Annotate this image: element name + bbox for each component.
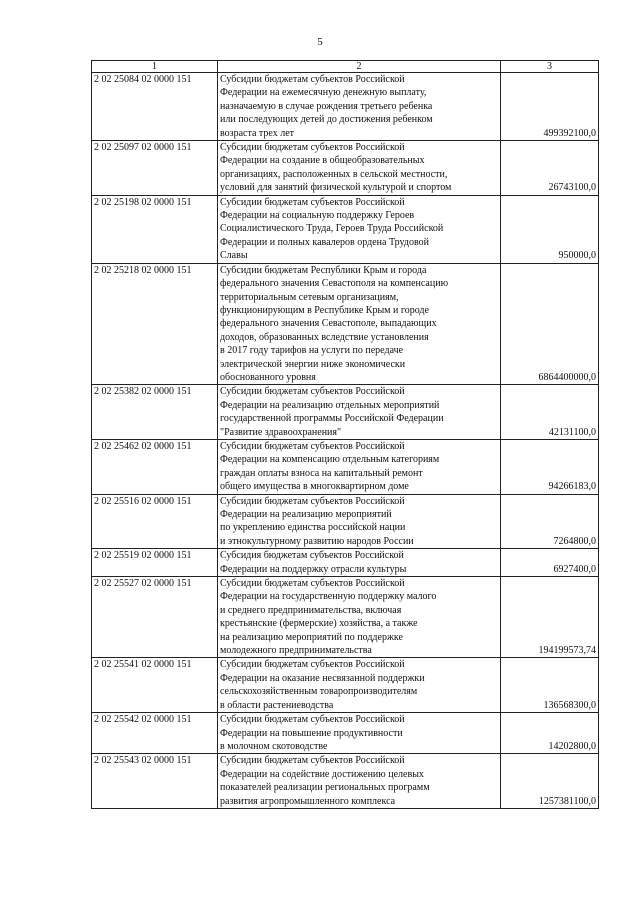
budget-code-cell: 2 02 25084 02 0000 151	[92, 73, 218, 141]
description-cell: Субсидия бюджетам субъектов Российской Федерации на поддержку отрасли культуры	[218, 549, 501, 577]
amount-cell: 26743100,0	[501, 141, 599, 196]
table-row	[92, 263, 599, 385]
description-cell: Субсидии бюджетам субъектов Российской Федерации на повышение продуктивности в молочном скотоводстве	[218, 713, 501, 754]
description-cell: Субсидии бюджетам субъектов Российской Федерации на реализацию мероприятий по укреплению единства российской нации и этнокультурному развитию народов России	[218, 494, 501, 549]
budget-code-cell: 2 02 25218 02 0000 151	[92, 263, 218, 385]
amount-cell: 194199573,74	[501, 577, 599, 658]
table-row	[92, 494, 599, 549]
table-row	[92, 658, 599, 713]
budget-code-cell: 2 02 25527 02 0000 151	[92, 577, 218, 658]
table-row	[92, 549, 599, 577]
amount-cell: 6927400,0	[501, 549, 599, 577]
description-cell: Субсидии бюджетам субъектов Российской Федерации на ежемесячную денежную выплату, назначаемую в случае рождения третьего ребенка или последующих детей до достижения ребенком возраста трех лет	[218, 73, 501, 141]
amount-cell: 1257381100,0	[501, 754, 599, 809]
amount-cell: 6864400000,0	[501, 263, 599, 385]
description-cell: Субсидии бюджетам Республики Крым и города федерального значения Севастополя на компенсацию территориальным сетевым организациям, функционирующим в Республике Крым и городе федерального значения Севастополе, выпадающих доходов, образованных вследствие установления в 2017 году тарифов на услуги по передаче электрической энергии ниже экономически обоснованного уровня	[218, 263, 501, 385]
budget-code-cell: 2 02 25382 02 0000 151	[92, 385, 218, 440]
budget-code-cell: 2 02 25519 02 0000 151	[92, 549, 218, 577]
page-number: 5	[317, 36, 323, 48]
budget-code-cell: 2 02 25198 02 0000 151	[92, 195, 218, 263]
amount-cell: 950000,0	[501, 195, 599, 263]
description-cell: Субсидии бюджетам субъектов Российской Федерации на компенсацию отдельным категориям граждан оплаты взноса на капитальный ремонт общего имущества в многоквартирном доме	[218, 439, 501, 494]
table-body	[92, 61, 599, 809]
budget-code-cell: 2 02 25543 02 0000 151	[92, 754, 218, 809]
description-cell: Субсидии бюджетам субъектов Российской Федерации на оказание несвязанной поддержки сельскохозяйственным товаропроизводителям в области растениеводства	[218, 658, 501, 713]
budget-code-cell: 2 02 25462 02 0000 151	[92, 439, 218, 494]
amount-cell: 14202800,0	[501, 713, 599, 754]
description-cell: Субсидии бюджетам субъектов Российской Федерации на государственную поддержку малого и среднего предпринимательства, включая крестьянские (фермерские) хозяйства, а также на реализацию мероприятий по поддержке молодежного предпринимательства	[218, 577, 501, 658]
amount-cell: 499392100,0	[501, 73, 599, 141]
budget-code-cell: 2 02 25097 02 0000 151	[92, 141, 218, 196]
amount-cell: 42131100,0	[501, 385, 599, 440]
column-header: 1	[92, 61, 218, 73]
amount-cell: 94266183,0	[501, 439, 599, 494]
budget-table	[91, 60, 599, 809]
table-row	[92, 73, 599, 141]
amount-cell: 136568300,0	[501, 658, 599, 713]
description-cell: Субсидии бюджетам субъектов Российской Федерации на содействие достижению целевых показателей реализации региональных программ развития агропромышленного комплекса	[218, 754, 501, 809]
description-cell: Субсидии бюджетам субъектов Российской Федерации на создание в общеобразовательных организациях, расположенных в сельской местности, условий для занятий физической культурой и спортом	[218, 141, 501, 196]
budget-code-cell: 2 02 25516 02 0000 151	[92, 494, 218, 549]
amount-cell: 7264800,0	[501, 494, 599, 549]
description-cell: Субсидии бюджетам субъектов Российской Федерации на реализацию отдельных мероприятий государственной программы Российской Федерации "Развитие здравоохранения"	[218, 385, 501, 440]
column-header: 2	[218, 61, 501, 73]
table-row	[92, 577, 599, 658]
budget-code-cell: 2 02 25541 02 0000 151	[92, 658, 218, 713]
column-header: 3	[501, 61, 599, 73]
table-row	[92, 713, 599, 754]
description-cell: Субсидии бюджетам субъектов Российской Федерации на социальную поддержку Героев Социалистического Труда, Героев Труда Российской Федерации и полных кавалеров ордена Трудовой Славы	[218, 195, 501, 263]
table-row	[92, 141, 599, 196]
table-row	[92, 385, 599, 440]
table-row	[92, 439, 599, 494]
table-row	[92, 195, 599, 263]
table-header-row	[92, 61, 599, 73]
budget-code-cell: 2 02 25542 02 0000 151	[92, 713, 218, 754]
table-row	[92, 754, 599, 809]
